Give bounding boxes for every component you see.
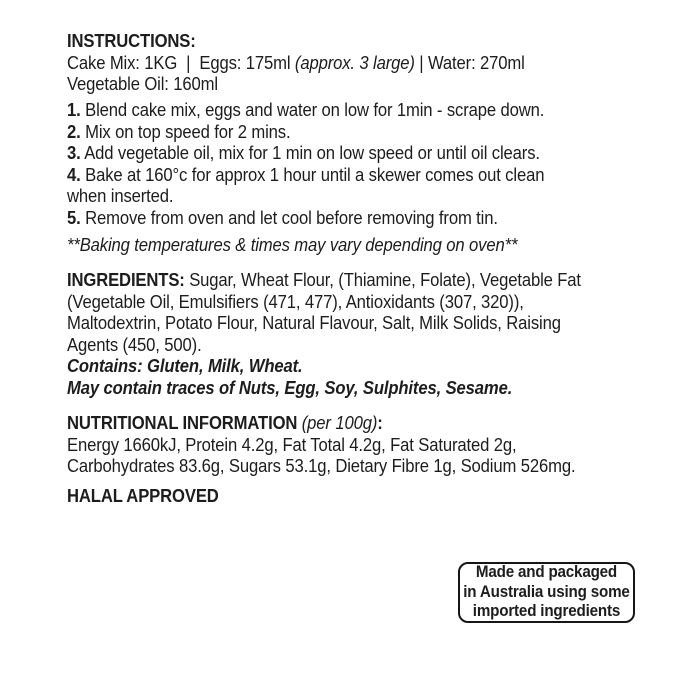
ingredients-line-4: Agents (450, 500). (67, 333, 202, 355)
origin-box-line-1: Made and packaged (475, 563, 618, 582)
allergen-contains-line: Contains: Gluten, Milk, Wheat. (67, 355, 303, 376)
step-line-3: 3. Add vegetable oil, mix for 1 min on low speed or until oil clears. (67, 142, 540, 163)
baking-note: **Baking temperatures & times may vary depending on oven** (67, 234, 518, 255)
step-line-1: 1. Blend cake mix, eggs and water on low for 1min - scrape down. (67, 99, 545, 120)
nutrition-heading: NUTRITIONAL INFORMATION (per 100g): (67, 412, 383, 433)
allergen-traces-line: May contain traces of Nuts, Egg, Soy, Sulphites, Sesame. (67, 376, 513, 398)
ingredients-line-2: (Vegetable Oil, Emulsifiers (471, 477), Antioxidants (307, 320)), (67, 290, 524, 312)
halal-approved-text: HALAL APPROVED (67, 485, 219, 506)
ingredients-line-3: Maltodextrin, Potato Flour, Natural Flavour, Salt, Milk Solids, Raising (67, 312, 561, 333)
baking-note-section (67, 234, 657, 256)
step-line-5: 5. Remove from oven and let cool before removing from tin. (67, 206, 498, 228)
origin-box-line-2: in Australia using some (463, 582, 630, 601)
dosage-oil-line: Vegetable Oil: 160ml (67, 73, 218, 94)
instructions-section (67, 30, 657, 95)
origin-box (458, 562, 635, 623)
step-line-4: 4. Bake at 160°c for approx 1 hour until a skewer comes out clean (67, 163, 545, 185)
ingredients-section (67, 269, 657, 398)
ingredients-line-1: INGREDIENTS: Sugar, Wheat Flour, (Thiamine, Folate), Vegetable Fat (67, 269, 581, 290)
halal-section (67, 485, 657, 507)
origin-box-line-3: imported ingredients (472, 602, 621, 621)
instructions-heading: INSTRUCTIONS: (67, 30, 196, 51)
nutrition-line-2: Carbohydrates 83.6g, Sugars 53.1g, Dietary Fibre 1g, Sodium 526mg. (67, 455, 576, 476)
nutrition-line-1: Energy 1660kJ, Protein 4.2g, Fat Total 4.2g, Fat Saturated 2g, (67, 433, 517, 455)
label-text-column (67, 30, 657, 507)
origin-box-text (463, 563, 629, 622)
nutrition-section (67, 412, 657, 477)
step-line-2: 2. Mix on top speed for 2 mins. (67, 120, 291, 142)
method-steps-section (67, 99, 657, 228)
step-line-4-wrap: when inserted. (67, 185, 174, 206)
dosage-mix-line: Cake Mix: 1KG | Eggs: 175ml (approx. 3 large) | Water: 270ml (67, 51, 525, 73)
